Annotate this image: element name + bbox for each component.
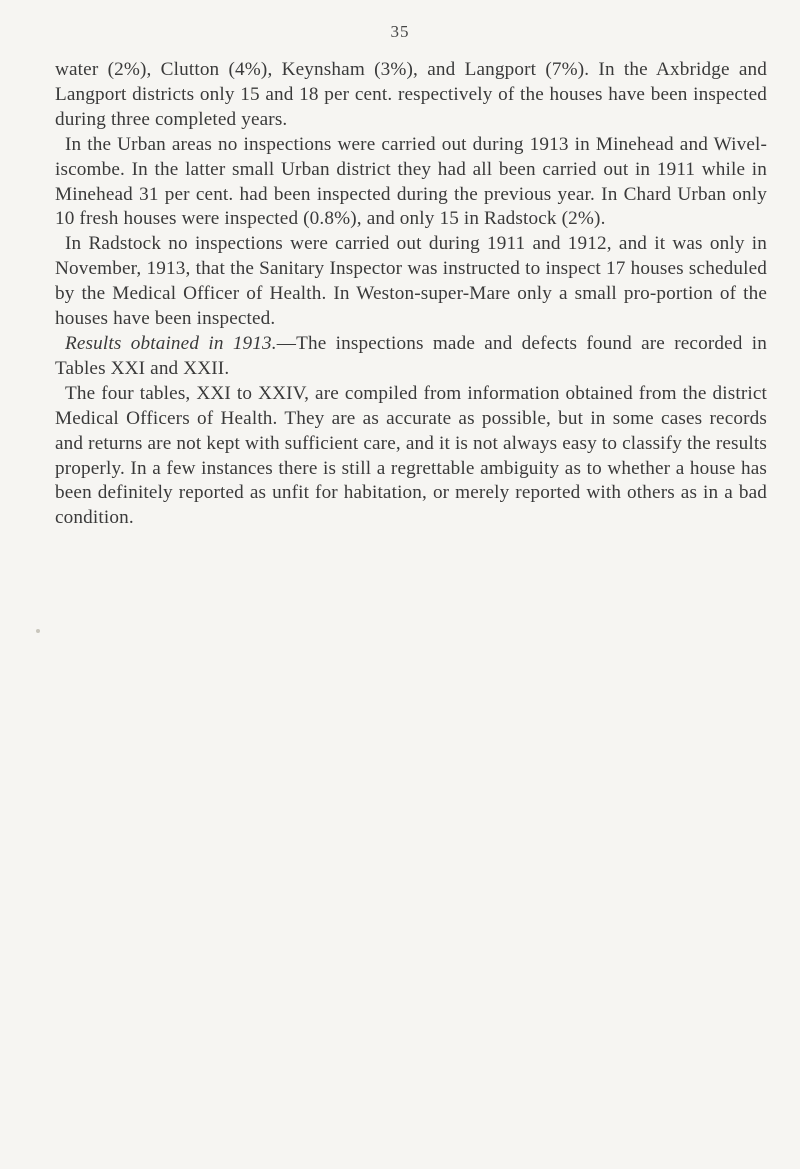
paragraph-4-text: —The inspections made and defects found are recorded in Tables XXI and XXII. — [55, 332, 767, 379]
paper-speck — [36, 629, 40, 633]
section-heading: Results obtained in 1913. — [65, 332, 277, 354]
paragraph-2: In the Urban areas no inspections were carried out during 1913 in Minehead and Wivel-iscombe. In the latter small Urban district they had all been carried out in 1911 while in Minehead 31 per cent. had been inspected during the previous year. In Chard Urban only 10 fresh houses were inspected (0.8%), and only 15 in Radstock (2%). — [55, 133, 767, 230]
paragraph-4 — [55, 332, 767, 382]
body-text — [55, 58, 767, 531]
paragraph-5: The four tables, XXI to XXIV, are compiled from information obtained from the district Medical Officers of Health. They are as accurate as possible, but in some cases records and returns are not kept with sufficient care, and it is not always easy to classify the results properly. In a few instances there is still a regrettable ambiguity as to whether a house has been definitely reported as unfit for habitation, or merely reported with others as in a bad condition. — [55, 382, 767, 529]
paragraph-3: In Radstock no inspections were carried out during 1911 and 1912, and it was only in November, 1913, that the Sanitary Inspector was instructed to inspect 17 houses scheduled by the Medical Officer of Health. In Weston-super-Mare only a small pro-portion of the houses have been inspected. — [55, 233, 767, 330]
paragraph-1: water (2%), Clutton (4%), Keynsham (3%), and Langport (7%). In the Axbridge and Langport districts only 15 and 18 per cent. respectively of the houses have been inspected during three completed years. — [55, 59, 767, 130]
page-number: 35 — [390, 22, 410, 41]
